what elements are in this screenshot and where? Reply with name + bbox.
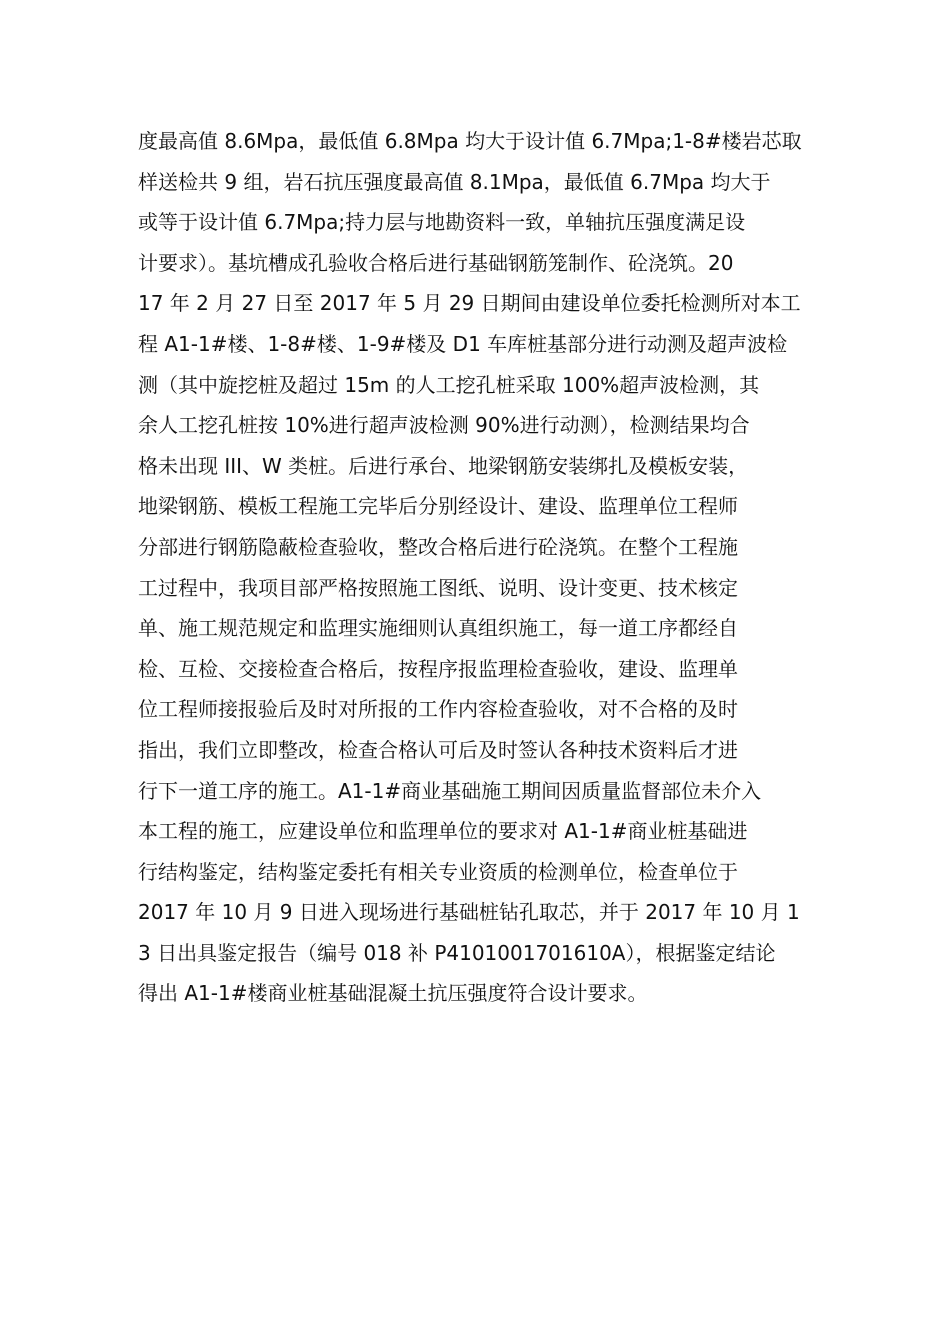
text-line-10: 地梁钢筋、模板工程施工完毕后分别经设计、建设、监理单位工程师: [138, 494, 738, 519]
text-line-5: 17 年 2 月 27 日至 2017 年 5 月 29 日期间由建设单位委托检测所对本工: [138, 291, 801, 316]
text-line-4: 计要求）。基坑槽成孔验收合格后进行基础钢筋笼制作、砼浇筑。20: [138, 250, 734, 275]
text-line-21: 3 日出具鉴定报告（编号 018 补 P4101001701610A），根据鉴定结论: [138, 940, 776, 965]
text-line-19: 行结构鉴定，结构鉴定委托有相关专业资质的检测单位，检查单位于: [138, 859, 738, 884]
body-text: [138, 121, 838, 1014]
text-line-6: 程 A1-1#楼、1-8#楼、1-9#楼及 D1 车库桩基部分进行动测及超声波检: [138, 331, 788, 356]
text-line-15: 位工程师接报验后及时对所报的工作内容检查验收，对不合格的及时: [138, 697, 738, 722]
text-line-22: 得出 A1-1#楼商业桩基础混凝土抗压强度符合设计要求。: [138, 981, 648, 1006]
text-line-20: 2017 年 10 月 9 日进入现场进行基础桩钻孔取芯，并于 2017 年 10 月 1: [138, 900, 800, 925]
text-line-7: 测（其中旋挖桩及超过 15m 的人工挖孔桩采取 100%超声波检测，其: [138, 372, 760, 397]
text-line-17: 行下一道工序的施工。A1-1#商业基础施工期间因质量监督部位未介入: [138, 778, 762, 803]
text-line-9: 格未出现 III、W 类桩。后进行承台、地梁钢筋安装绑扎及模板安装，: [138, 453, 749, 478]
text-line-12: 工过程中，我项目部严格按照施工图纸、说明、设计变更、技术核定: [138, 575, 738, 600]
text-line-13: 单、施工规范规定和监理实施细则认真组织施工，每一道工序都经自: [138, 616, 738, 641]
text-line-16: 指出，我们立即整改，检查合格认可后及时签认各种技术资料后才进: [138, 737, 738, 762]
text-line-8: 余人工挖孔桩按 10%进行超声波检测 90%进行动测），检测结果均合: [138, 413, 750, 438]
text-line-11: 分部进行钢筋隐蔽检查验收，整改合格后进行砼浇筑。在整个工程施: [138, 534, 738, 559]
text-line-2: 样送检共 9 组，岩石抗压强度最高值 8.1Mpa，最低值 6.7Mpa 均大于: [138, 169, 771, 194]
text-line-3: 或等于设计值 6.7Mpa;持力层与地勘资料一致，单轴抗压强度满足设: [138, 210, 746, 235]
text-line-18: 本工程的施工，应建设单位和监理单位的要求对 A1-1#商业桩基础进: [138, 819, 748, 844]
text-line-1: 度最高值 8.6Mpa，最低值 6.8Mpa 均大于设计值 6.7Mpa;1-8#楼岩芯取: [138, 129, 802, 153]
text-line-14: 检、互检、交接检查合格后，按程序报监理检查验收，建设、监理单: [138, 656, 738, 681]
